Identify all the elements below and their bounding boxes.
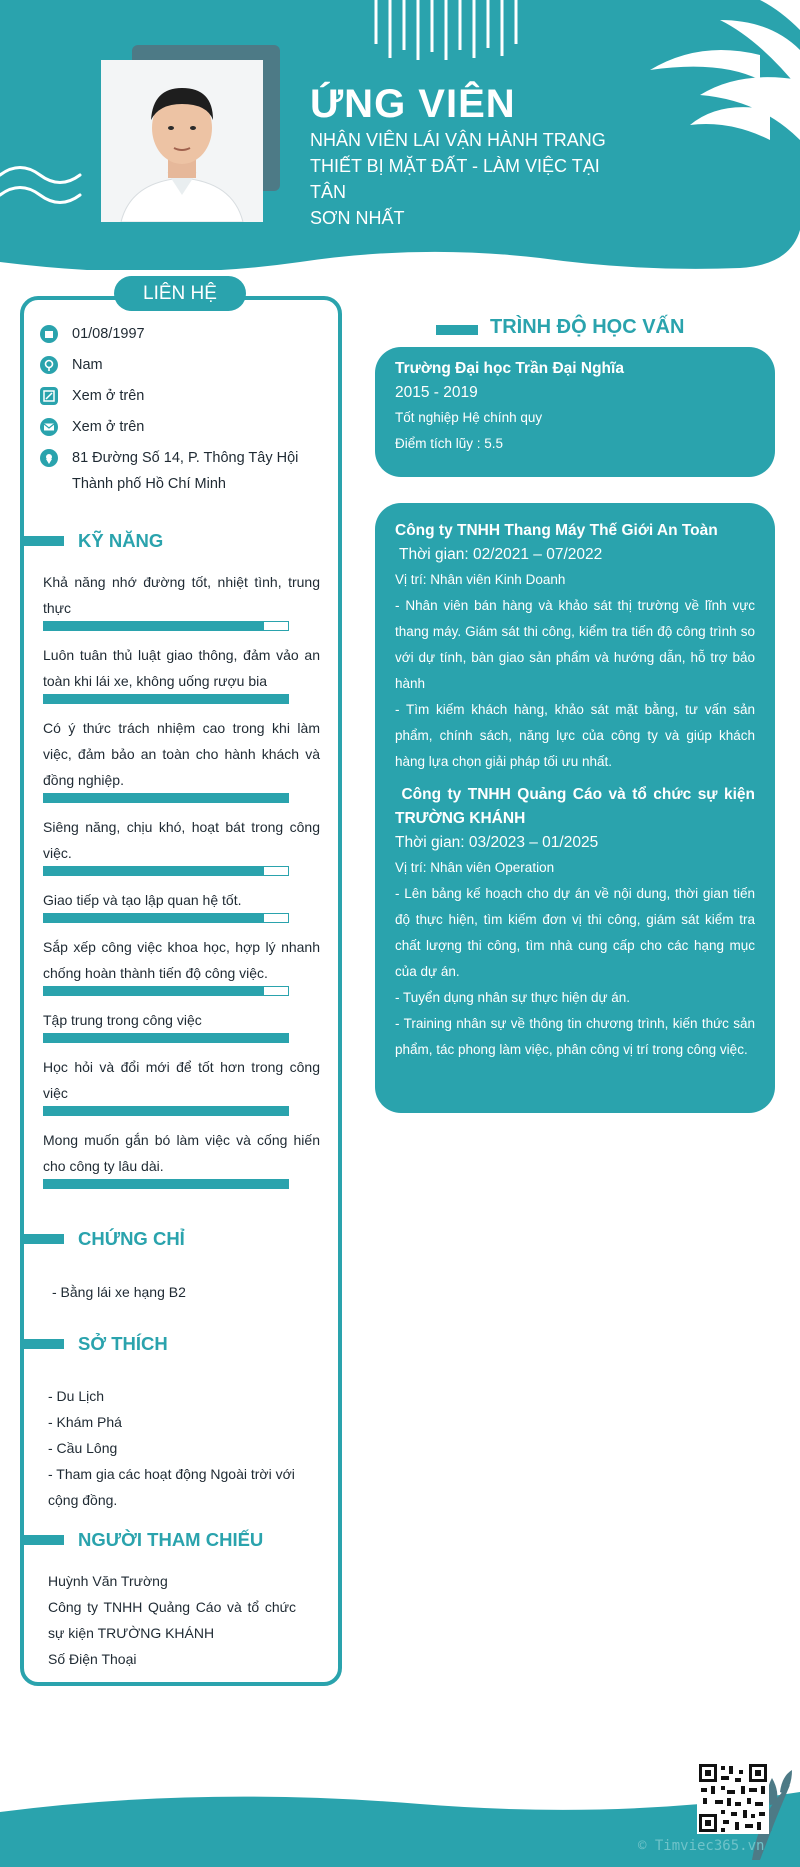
company-name: Công ty TNHH Quảng Cáo và tổ chức sự kiện TRƯỜNG KHÁNH	[395, 786, 760, 827]
email-icon	[40, 418, 58, 436]
hobby-item: - Du Lịch	[48, 1388, 105, 1404]
references-title: NGƯỜI THAM CHIẾU	[78, 1529, 264, 1550]
skill-level-bar	[43, 1179, 289, 1189]
education-years: 2015 - 2019	[395, 384, 478, 401]
skill-item: Mong muốn gắn bó làm việc và cống hiến cho công ty lâu dài.	[43, 1132, 320, 1174]
reference-company: Công ty TNHH Quảng Cáo và tổ chức sự kiện TRƯỜNG KHÁNH	[48, 1599, 296, 1641]
calendar-icon	[40, 325, 58, 343]
hobby-item: - Khám Phá	[48, 1414, 122, 1430]
experience-entry	[395, 519, 755, 775]
job-title-line: SƠN NHẤT	[310, 208, 405, 228]
skill-item: Giao tiếp và tạo lập quan hệ tốt.	[43, 892, 242, 908]
skill-level-bar	[43, 1033, 289, 1043]
certificates-title: CHỨNG CHỈ	[78, 1228, 185, 1249]
education-gpa: Điểm tích lũy : 5.5	[395, 436, 504, 451]
job-title-line: THIẾT BỊ MẶT ĐẤT - LÀM VIỆC TẠI TÂN	[310, 156, 600, 202]
skill-level-bar	[43, 1106, 289, 1116]
skill-item: Khả năng nhớ đường tốt, nhiệt tình, trung thực	[43, 574, 320, 616]
skill-level-bar	[43, 866, 289, 876]
work-description: - Tìm kiếm khách hàng, khảo sát mặt bằng, tư vấn sản phẩm, chính sách, năng lực của công ty và giúp khách hàng lựa chọn giải pháp tối ưu nhất.	[395, 702, 755, 769]
qr-code[interactable]	[697, 1762, 769, 1834]
education-title: TRÌNH ĐỘ HỌC VẤN	[490, 316, 685, 338]
company-name: Công ty TNHH Thang Máy Thế Giới An Toàn	[395, 522, 718, 539]
section-marker	[20, 1339, 64, 1349]
hobby-item: - Cầu Lông	[48, 1440, 118, 1456]
work-description: - Lên bảng kế hoạch cho dự án về nội dung, thời gian tiến độ thực hiện, tìm kiếm đơn vị thi công, giám sát kiểm tra chất lượng thi công, tìm nhà cung cấp cho các hạng mục của dự án.	[395, 886, 755, 979]
skills-title: KỸ NĂNG	[78, 530, 164, 551]
skill-item: Học hỏi và đổi mới để tốt hơn trong công việc	[43, 1059, 320, 1101]
work-period: Thời gian: 03/2023 – 01/2025	[395, 834, 599, 851]
education-degree: Tốt nghiệp Hệ chính quy	[395, 410, 543, 425]
watermark: © Timviec365.vn	[638, 1838, 765, 1854]
reference-phone: Số Điện Thoại	[48, 1651, 137, 1667]
education-card	[375, 347, 775, 477]
skill-level-bar	[43, 694, 289, 704]
work-period: Thời gian: 02/2021 – 07/2022	[395, 546, 603, 563]
candidate-name: ỨNG VIÊN	[310, 82, 516, 126]
hobbies-title: SỞ THÍCH	[78, 1333, 168, 1354]
skill-item: Siêng năng, chịu khó, hoạt bát trong công việc.	[43, 819, 320, 861]
skill-item: Luôn tuân thủ luật giao thông, đảm vảo an toàn khi lái xe, không uống rượu bia	[43, 647, 320, 689]
job-title	[310, 127, 640, 231]
work-description: - Training nhân sự về thông tin chương trình, kiến thức sản phẩm, tác phong làm việc, phân công vị trí trong công việc.	[395, 1016, 755, 1057]
section-marker	[20, 1535, 64, 1545]
job-title-line: NHÂN VIÊN LÁI VẬN HÀNH TRANG	[310, 130, 606, 150]
section-marker	[20, 536, 64, 546]
school-name: Trường Đại học Trần Đại Nghĩa	[395, 360, 624, 377]
reference-name: Huỳnh Văn Trường	[48, 1573, 168, 1589]
hobby-item: - Tham gia các hoạt động Ngoài trời với cộng đồng.	[48, 1466, 295, 1508]
phone-icon	[40, 387, 58, 405]
candidate-photo	[101, 60, 263, 222]
skill-level-bar	[43, 913, 289, 923]
skill-item: Có ý thức trách nhiệm cao trong khi làm việc, đảm bảo an toàn cho hành khách và đồng nghiệp.	[43, 720, 320, 788]
work-role: Vị trí: Nhân viên Operation	[395, 860, 555, 875]
skill-level-bar	[43, 793, 289, 803]
gender-icon	[40, 356, 58, 374]
skill-item: Tập trung trong công việc	[43, 1012, 202, 1028]
certificate-item: - Bằng lái xe hạng B2	[52, 1284, 186, 1300]
skill-level-bar	[43, 621, 289, 631]
work-description: - Tuyển dụng nhân sự thực hiện dự án.	[395, 990, 631, 1005]
skill-level-bar	[43, 986, 289, 996]
experience-entry	[395, 783, 760, 1063]
skill-item: Sắp xếp công việc khoa học, hợp lý nhanh chống hoàn thành tiến độ công việc.	[43, 939, 320, 981]
work-description: - Nhân viên bán hàng và khảo sát thị trường về lĩnh vực thang máy. Giám sát thi công, kiểm tra tiến độ công trình so với dự tính, bàn giao sản phẩm và hướng dẫn, hỗ trợ bảo hành	[395, 598, 755, 691]
section-marker	[20, 1234, 64, 1244]
experience-card	[375, 503, 775, 1113]
contact-section-title: LIÊN HỆ	[114, 276, 246, 311]
location-icon	[40, 449, 58, 467]
work-role: Vị trí: Nhân viên Kinh Doanh	[395, 572, 566, 587]
section-marker	[436, 325, 478, 335]
